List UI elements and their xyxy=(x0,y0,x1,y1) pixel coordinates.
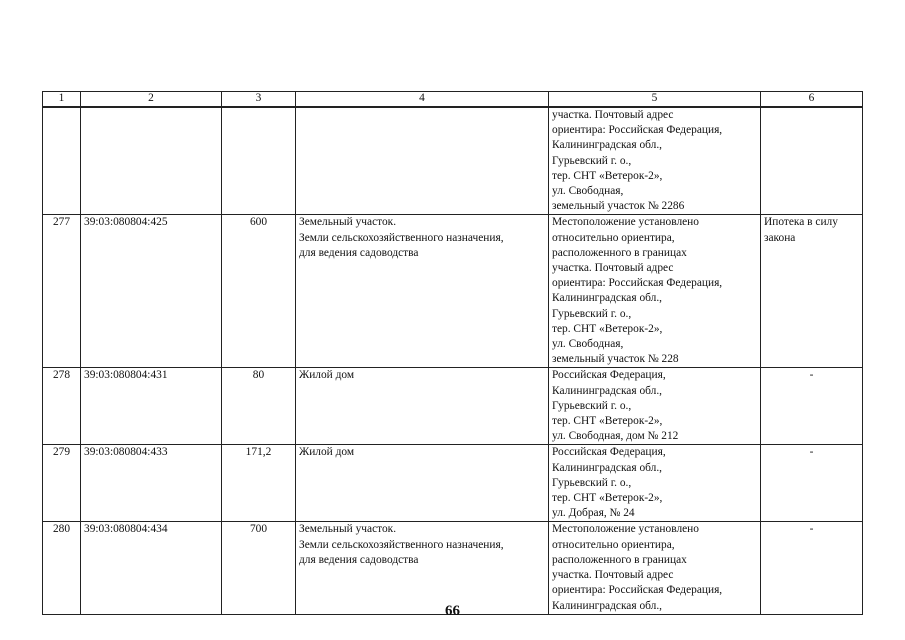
table-row xyxy=(43,522,863,614)
description-cell xyxy=(296,522,549,614)
cell-line: Земли сельскохозяйственного назначения, xyxy=(299,538,504,551)
cell-line: ул. Свободная, xyxy=(552,185,624,198)
location-cell xyxy=(549,107,761,215)
cadastral-number-cell xyxy=(81,368,222,445)
location-cell xyxy=(549,215,761,368)
row-number-cell xyxy=(43,522,81,614)
row-number-cell xyxy=(43,107,81,215)
cell-line: Калининградская обл., xyxy=(552,384,663,397)
cell-text: 39:03:080804:425 xyxy=(84,216,168,229)
cell-text: 39:03:080804:433 xyxy=(84,446,168,459)
col-header-5: 5 xyxy=(549,92,761,108)
cell-line: Гурьевский г. о., xyxy=(552,307,632,320)
cell-line: Калининградская обл., xyxy=(552,139,663,152)
cell-line: Гурьевский г. о., xyxy=(552,476,632,489)
cell-line: Жилой дом xyxy=(299,446,355,459)
cell-line: ул. Свободная, xyxy=(552,338,624,351)
cell-line: участка. Почтовый адрес xyxy=(552,109,674,121)
cell-text: 278 xyxy=(52,369,71,382)
cell-line: расположенного в границах xyxy=(552,553,687,566)
location-cell xyxy=(549,368,761,445)
row-number-cell xyxy=(43,215,81,368)
area-cell xyxy=(222,522,296,614)
cell-line: Земельный участок. xyxy=(299,523,397,536)
encumbrance-cell xyxy=(761,368,863,445)
cadastral-number-cell xyxy=(81,445,222,522)
cell-line: Калининградская обл., xyxy=(552,461,663,474)
cell-line: - xyxy=(809,369,814,382)
area-cell xyxy=(222,107,296,215)
cell-line: Местоположение установлено xyxy=(552,523,699,536)
col-header-6: 6 xyxy=(761,92,863,108)
cell-line: земельный участок № 2286 xyxy=(552,200,685,213)
cell-text: 600 xyxy=(249,216,268,229)
cell-line: - xyxy=(809,446,814,459)
description-cell xyxy=(296,215,549,368)
cell-line: расположенного в границах xyxy=(552,246,687,259)
cell-line: для ведения садоводства xyxy=(299,246,419,259)
cell-line: тер. СНТ «Ветерок-2», xyxy=(552,492,663,505)
col-header-3: 3 xyxy=(222,92,296,108)
cell-line: для ведения садоводства xyxy=(299,553,419,566)
cell-line: Российская Федерация, xyxy=(552,369,666,382)
cell-line: Земельный участок. xyxy=(299,216,397,229)
description-cell xyxy=(296,368,549,445)
area-cell xyxy=(222,445,296,522)
cell-text: 280 xyxy=(52,523,71,536)
cell-line: Российская Федерация, xyxy=(552,446,666,459)
cell-line: Земли сельскохозяйственного назначения, xyxy=(299,231,504,244)
col-header-2: 2 xyxy=(81,92,222,108)
cell-line: ориентира: Российская Федерация, xyxy=(552,277,723,290)
table-body xyxy=(43,107,863,614)
area-cell xyxy=(222,215,296,368)
cell-text: 39:03:080804:431 xyxy=(84,369,168,382)
location-cell xyxy=(549,445,761,522)
cell-line: ориентира: Российская Федерация, xyxy=(552,584,723,597)
cell-line: ориентира: Российская Федерация, xyxy=(552,124,723,137)
cell-line: участка. Почтовый адрес xyxy=(552,569,674,582)
cell-text: 279 xyxy=(52,446,71,459)
col-header-4: 4 xyxy=(296,92,549,108)
table-row xyxy=(43,107,863,215)
cell-line: участка. Почтовый адрес xyxy=(552,262,674,275)
cell-line: - xyxy=(809,523,814,536)
encumbrance-cell xyxy=(761,215,863,368)
cell-text: 700 xyxy=(249,523,268,536)
cadastral-number-cell xyxy=(81,107,222,215)
cell-line: ул. Свободная, дом № 212 xyxy=(552,430,679,443)
encumbrance-cell xyxy=(761,107,863,215)
page-number: 66 xyxy=(445,603,460,619)
area-cell xyxy=(222,368,296,445)
table-row xyxy=(43,368,863,445)
description-cell xyxy=(296,445,549,522)
cell-line: Калининградская обл., xyxy=(552,292,663,305)
cell-line: Жилой дом xyxy=(299,369,355,382)
cell-line: Местоположение установлено xyxy=(552,216,699,229)
encumbrance-cell xyxy=(761,445,863,522)
cell-line: ул. Добрая, № 24 xyxy=(552,507,635,520)
table-row xyxy=(43,215,863,368)
cell-line: относительно ориентира, xyxy=(552,231,675,244)
cadastral-number-cell xyxy=(81,215,222,368)
row-number-cell xyxy=(43,368,81,445)
registry-table xyxy=(42,91,863,615)
col-header-1: 1 xyxy=(43,92,81,108)
cell-line: Калининградская обл., xyxy=(552,599,663,612)
description-cell xyxy=(296,107,549,215)
cell-line: тер. СНТ «Ветерок-2», xyxy=(552,415,663,428)
cell-line: закона xyxy=(764,231,796,244)
cell-line: Ипотека в силу xyxy=(764,216,838,229)
cell-text: 80 xyxy=(252,369,265,382)
cell-line: Гурьевский г. о., xyxy=(552,399,632,412)
row-number-cell xyxy=(43,445,81,522)
cell-line: тер. СНТ «Ветерок-2», xyxy=(552,322,663,335)
cell-text: 171,2 xyxy=(245,446,272,459)
cell-text: 39:03:080804:434 xyxy=(84,523,168,536)
cell-line: земельный участок № 228 xyxy=(552,353,679,366)
location-cell xyxy=(549,522,761,614)
cell-line: относительно ориентира, xyxy=(552,538,675,551)
header-row xyxy=(43,92,863,108)
encumbrance-cell xyxy=(761,522,863,614)
cell-text: 277 xyxy=(52,216,71,229)
cell-line: Гурьевский г. о., xyxy=(552,154,632,167)
cadastral-number-cell xyxy=(81,522,222,614)
cell-line: тер. СНТ «Ветерок-2», xyxy=(552,169,663,182)
table-row xyxy=(43,445,863,522)
